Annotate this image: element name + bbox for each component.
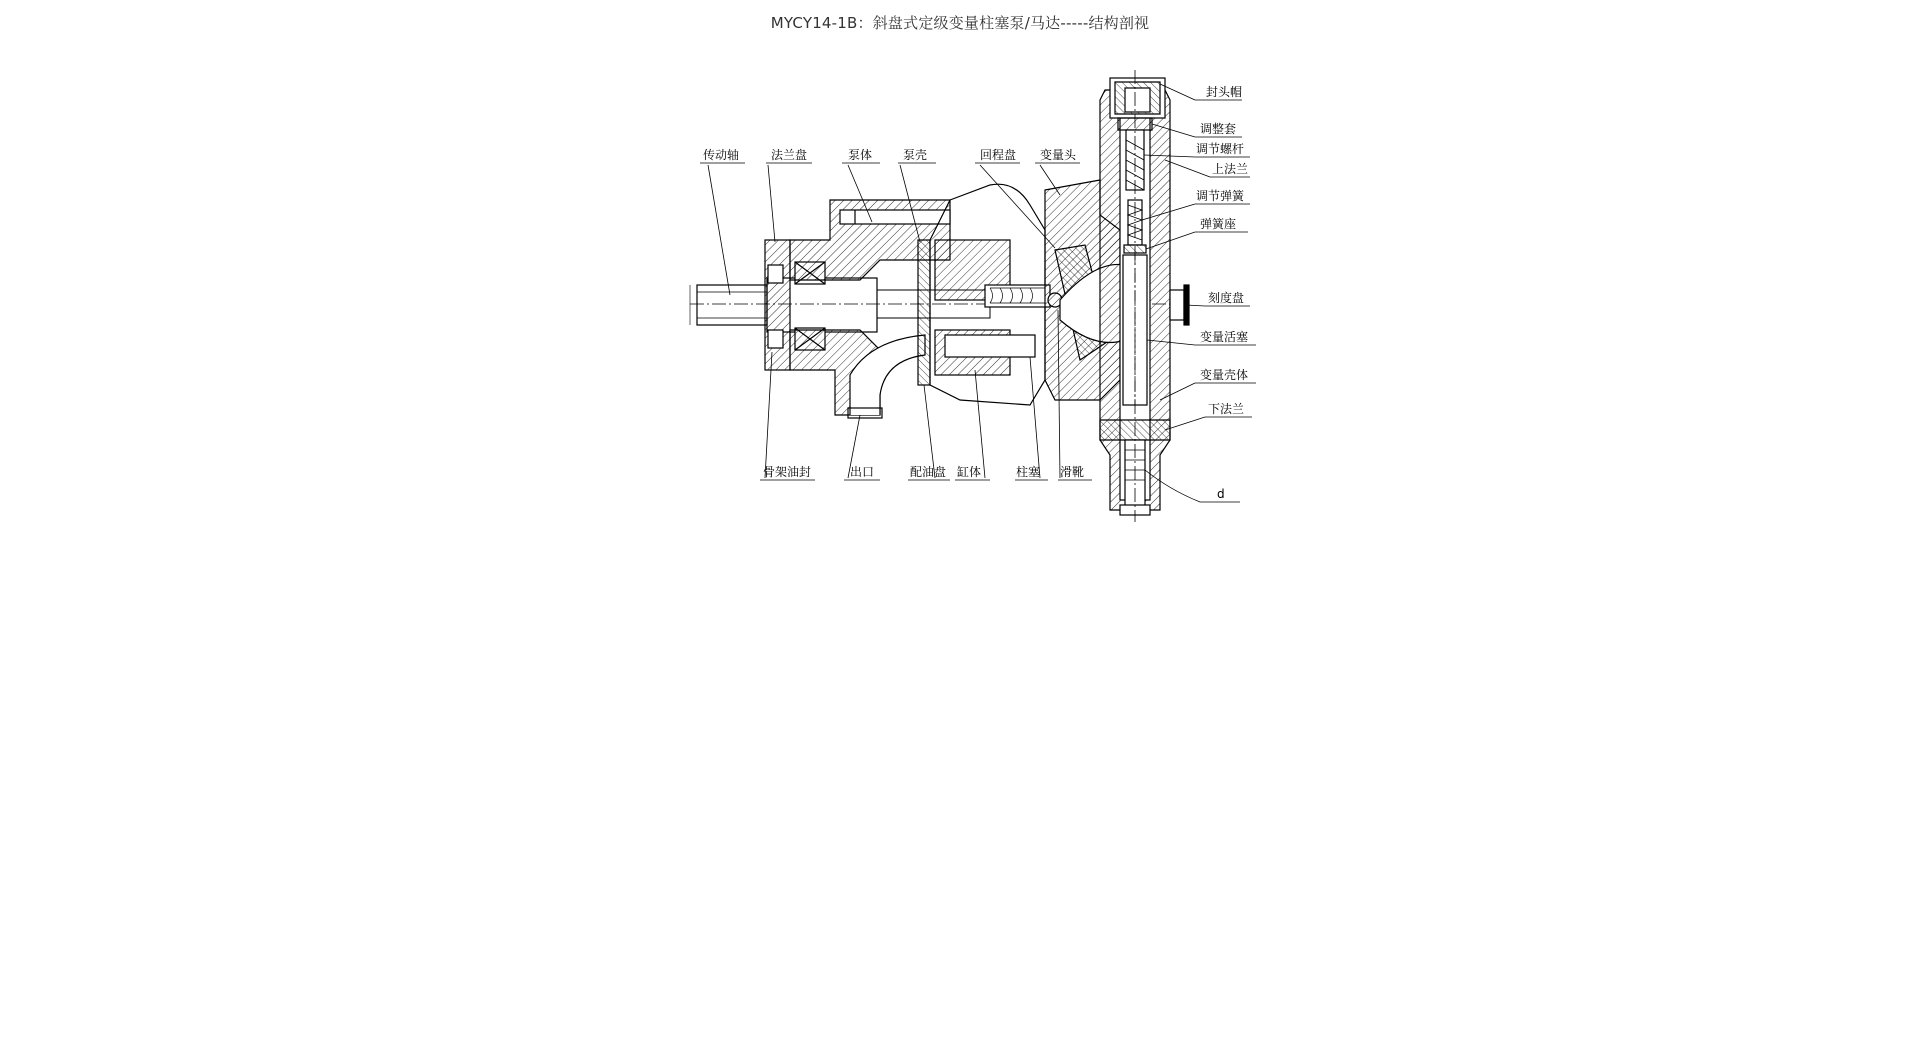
label-pump-body: 泵体 <box>848 148 873 162</box>
label-variable-housing: 变量壳体 <box>1200 368 1249 382</box>
label-valve-plate: 配油盘 <box>910 465 947 479</box>
label-variable-piston: 变量活塞 <box>1200 330 1249 344</box>
label-adjust-spring: 调节弹簧 <box>1196 189 1245 203</box>
page-title: MYCY14-1B：斜盘式定级变量柱塞泵/马达-----结构剖视 <box>770 14 1150 32</box>
label-upper-flange: 上法兰 <box>1212 162 1249 176</box>
label-return-plate: 回程盘 <box>980 148 1017 162</box>
label-drive-shaft: 传动轴 <box>703 148 740 162</box>
label-spring-seat: 弹簧座 <box>1200 217 1237 231</box>
housing-bolt <box>840 210 950 224</box>
label-adjust-screw: 调节螺杆 <box>1196 142 1245 156</box>
label-flange-plate: 法兰盘 <box>771 148 808 162</box>
label-cylinder-block: 缸体 <box>957 465 982 479</box>
label-variable-head: 变量头 <box>1040 148 1077 162</box>
label-lower-flange: 下法兰 <box>1208 402 1245 416</box>
label-pump-housing: 泵壳 <box>903 148 928 162</box>
label-outlet: 出口 <box>850 465 875 479</box>
label-plunger: 柱塞 <box>1016 465 1041 479</box>
dial <box>1170 290 1184 320</box>
label-dial: 刻度盘 <box>1208 291 1245 305</box>
label-adjust-sleeve: 调整套 <box>1200 122 1237 136</box>
label-end-cap: 封头帽 <box>1206 85 1243 99</box>
label-skeleton-seal: 骨架油封 <box>763 465 812 479</box>
label-slipper: 滑靴 <box>1060 465 1085 479</box>
label-d: d <box>1217 487 1225 501</box>
flange-plate <box>765 240 790 370</box>
drive-shaft <box>697 285 767 325</box>
assembly-body <box>690 70 1189 522</box>
valve-plate <box>918 240 930 385</box>
